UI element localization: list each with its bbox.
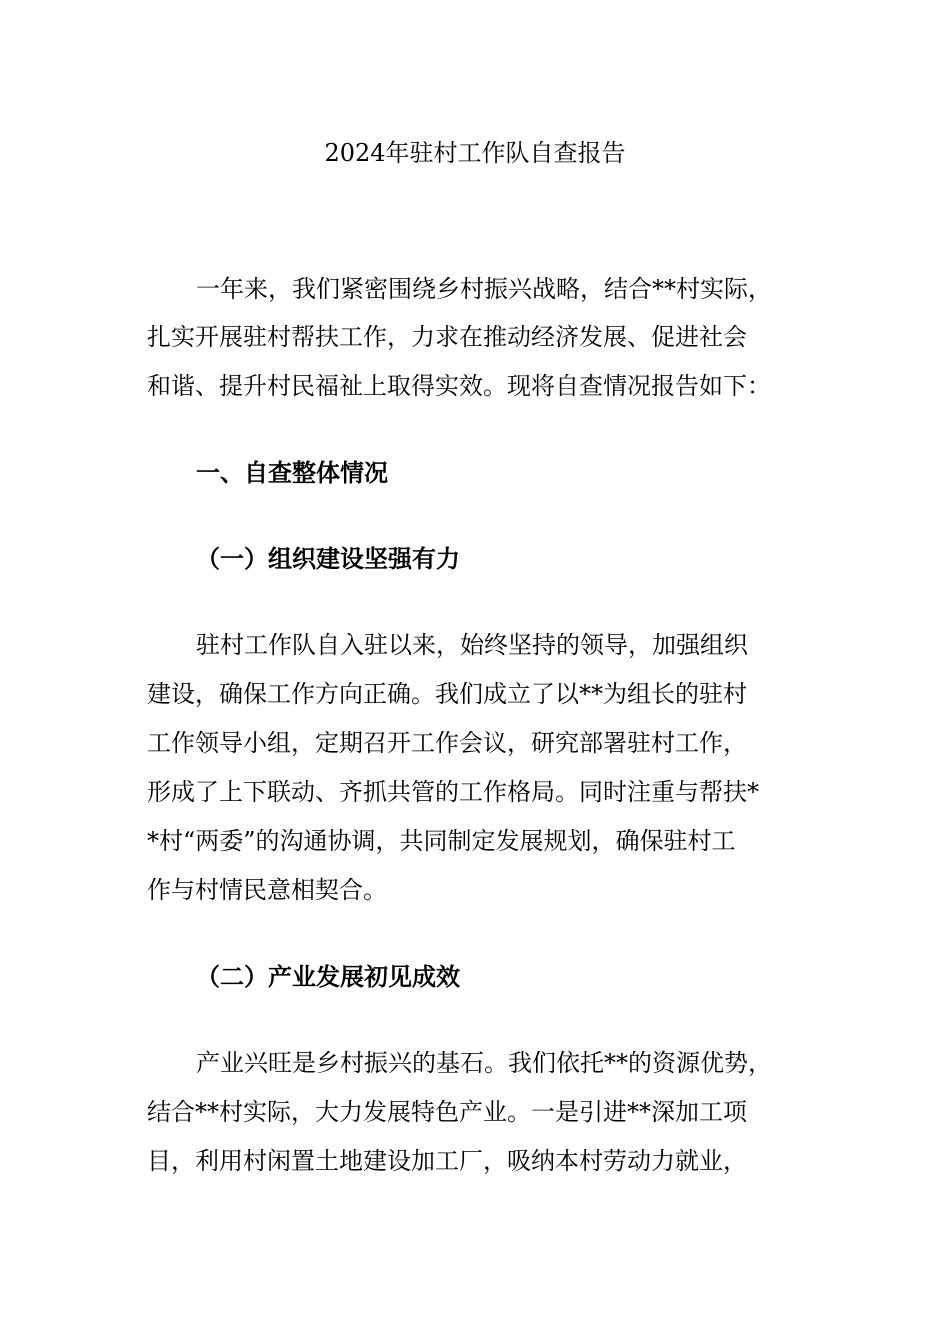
sub2-line-3: 目，利用村闲置土地建设加工厂，吸纳本村劳动力就业， — [147, 1147, 747, 1175]
document-title: 2024年驻村工作队自查报告 — [324, 139, 626, 167]
sub1-line-4: 形成了上下联动、齐抓共管的工作格局。同时注重与帮扶* — [147, 778, 759, 806]
sub1-line-3: 工作领导小组，定期召开工作会议，研究部署驻村工作， — [147, 729, 747, 757]
intro-line-2: 扎实开展驻村帮扶工作，力求在推动经济发展、促进社会 — [147, 323, 747, 351]
sub2-line-2: 结合**村实际，大力发展特色产业。一是引进**深加工项 — [147, 1098, 747, 1126]
sub2-line-1: 产业兴旺是乡村振兴的基石。我们依托**的资源优势， — [196, 1049, 772, 1077]
section-heading-1: 一、自查整体情况 — [196, 458, 388, 487]
sub1-line-1: 驻村工作队自入驻以来，始终坚持的领导，加强组织 — [196, 631, 748, 659]
intro-line-3: 和谐、提升村民福祉上取得实效。现将自查情况报告如下： — [147, 372, 771, 400]
subsection-heading-1: （一）组织建设坚强有力 — [196, 544, 460, 573]
intro-line-1: 一年来，我们紧密围绕乡村振兴战略，结合**村实际， — [196, 275, 772, 303]
sub1-line-5: *村“两委”的沟通协调，共同制定发展规划，确保驻村工 — [147, 827, 736, 855]
sub1-line-2: 建设，确保工作方向正确。我们成立了以**为组长的驻村 — [147, 680, 747, 708]
sub1-line-6: 作与村情民意相契合。 — [147, 876, 387, 904]
subsection-heading-2: （二）产业发展初见成效 — [196, 962, 460, 991]
